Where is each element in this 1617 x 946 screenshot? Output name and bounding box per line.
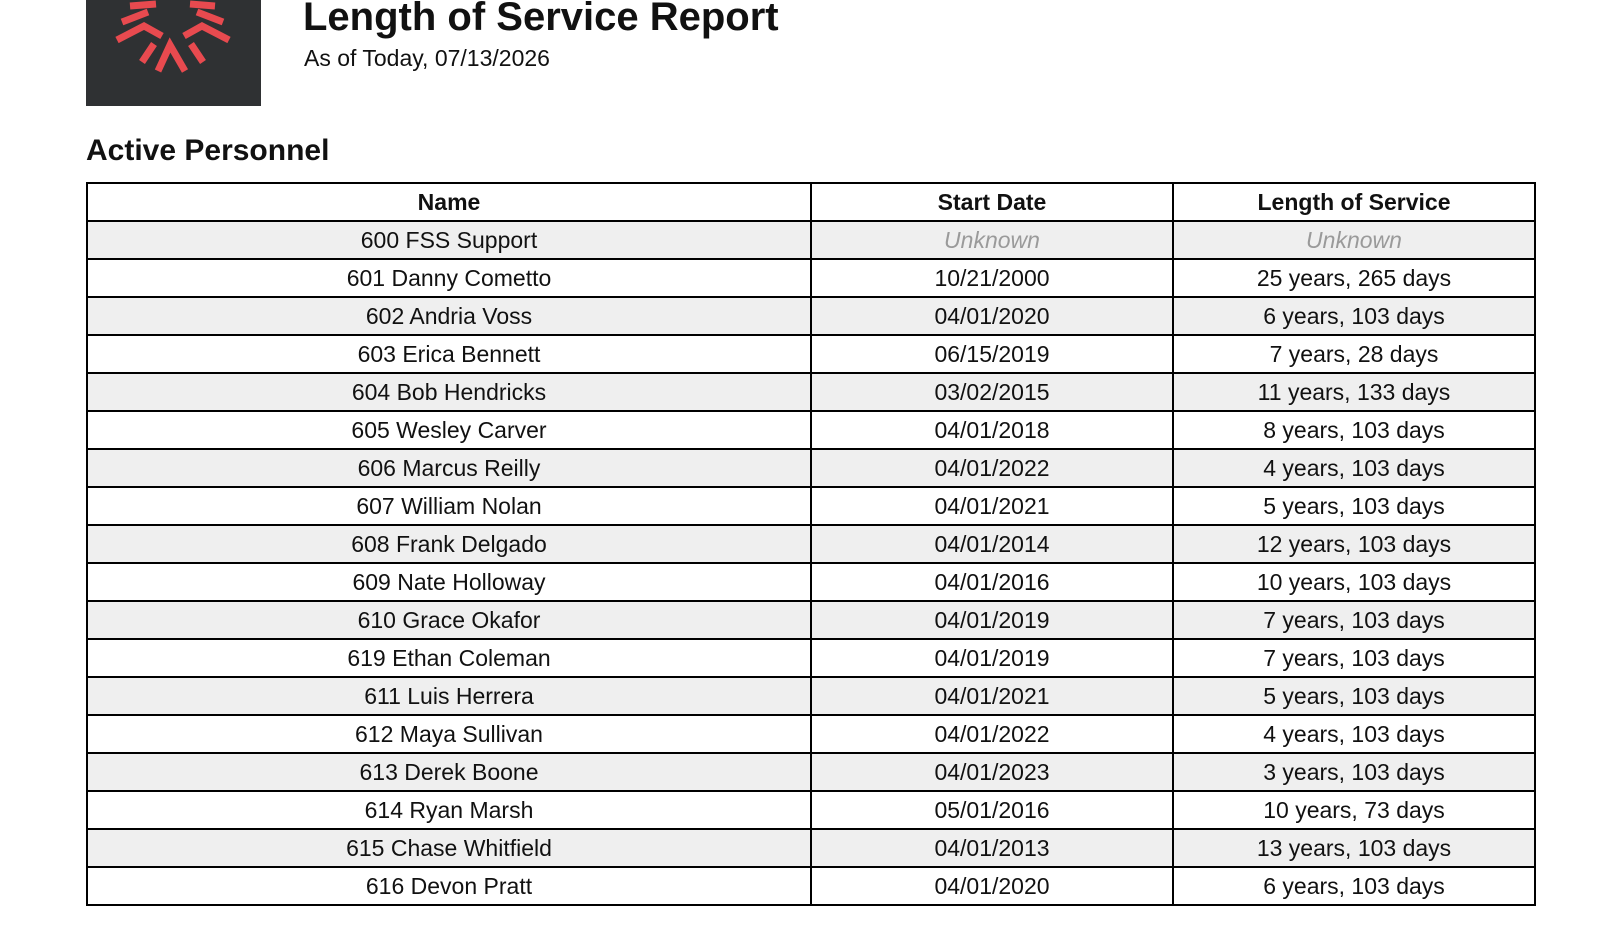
name-cell: 606 Marcus Reilly bbox=[87, 449, 811, 487]
report-date: As of Today, 07/13/2026 bbox=[304, 45, 550, 71]
name-cell: 604 Bob Hendricks bbox=[87, 373, 811, 411]
name-cell: 605 Wesley Carver bbox=[87, 411, 811, 449]
start-date-cell: 04/01/2019 bbox=[811, 639, 1173, 677]
length-of-service-cell: 8 years, 103 days bbox=[1173, 411, 1535, 449]
table-row bbox=[87, 487, 1535, 525]
table-row bbox=[87, 829, 1535, 867]
start-date-cell: 04/01/2021 bbox=[811, 487, 1173, 525]
length-of-service-cell: 7 years, 103 days bbox=[1173, 601, 1535, 639]
name-cell: 608 Frank Delgado bbox=[87, 525, 811, 563]
start-date-cell: 05/01/2016 bbox=[811, 791, 1173, 829]
name-cell: 600 FSS Support bbox=[87, 221, 811, 259]
table-row bbox=[87, 753, 1535, 791]
table-row bbox=[87, 639, 1535, 677]
length-of-service-cell: 7 years, 28 days bbox=[1173, 335, 1535, 373]
length-of-service-cell: 3 years, 103 days bbox=[1173, 753, 1535, 791]
length-of-service-cell: 12 years, 103 days bbox=[1173, 525, 1535, 563]
name-cell: 602 Andria Voss bbox=[87, 297, 811, 335]
length-of-service-cell: 6 years, 103 days bbox=[1173, 297, 1535, 335]
start-date-cell: Unknown bbox=[811, 221, 1173, 259]
length-of-service-cell: 4 years, 103 days bbox=[1173, 449, 1535, 487]
start-date-cell: 04/01/2020 bbox=[811, 867, 1173, 905]
table-row bbox=[87, 601, 1535, 639]
start-date-cell: 04/01/2020 bbox=[811, 297, 1173, 335]
report-title: Length of Service Report bbox=[303, 0, 779, 39]
starburst-logo-icon bbox=[86, 0, 261, 106]
company-logo bbox=[86, 0, 261, 106]
length-of-service-table bbox=[86, 182, 1536, 906]
table-row bbox=[87, 259, 1535, 297]
column-header-start-date: Start Date bbox=[811, 183, 1173, 221]
length-of-service-cell: 11 years, 133 days bbox=[1173, 373, 1535, 411]
table-row bbox=[87, 563, 1535, 601]
table-row bbox=[87, 221, 1535, 259]
start-date-cell: 04/01/2014 bbox=[811, 525, 1173, 563]
name-cell: 614 Ryan Marsh bbox=[87, 791, 811, 829]
name-cell: 611 Luis Herrera bbox=[87, 677, 811, 715]
section-title-active-personnel: Active Personnel bbox=[86, 134, 330, 167]
start-date-cell: 03/02/2015 bbox=[811, 373, 1173, 411]
length-of-service-cell: 25 years, 265 days bbox=[1173, 259, 1535, 297]
table-row bbox=[87, 867, 1535, 905]
start-date-cell: 04/01/2018 bbox=[811, 411, 1173, 449]
start-date-cell: 10/21/2000 bbox=[811, 259, 1173, 297]
table-row bbox=[87, 791, 1535, 829]
table-row bbox=[87, 335, 1535, 373]
name-cell: 613 Derek Boone bbox=[87, 753, 811, 791]
table-row bbox=[87, 373, 1535, 411]
name-cell: 607 William Nolan bbox=[87, 487, 811, 525]
name-cell: 616 Devon Pratt bbox=[87, 867, 811, 905]
length-of-service-cell: 7 years, 103 days bbox=[1173, 639, 1535, 677]
length-of-service-cell: 13 years, 103 days bbox=[1173, 829, 1535, 867]
table-row bbox=[87, 525, 1535, 563]
start-date-cell: 04/01/2023 bbox=[811, 753, 1173, 791]
start-date-cell: 04/01/2022 bbox=[811, 715, 1173, 753]
table-row bbox=[87, 411, 1535, 449]
length-of-service-cell: 10 years, 73 days bbox=[1173, 791, 1535, 829]
length-of-service-cell: 5 years, 103 days bbox=[1173, 677, 1535, 715]
length-of-service-cell: 10 years, 103 days bbox=[1173, 563, 1535, 601]
start-date-cell: 04/01/2022 bbox=[811, 449, 1173, 487]
name-cell: 609 Nate Holloway bbox=[87, 563, 811, 601]
start-date-cell: 04/01/2016 bbox=[811, 563, 1173, 601]
table-body bbox=[87, 221, 1535, 905]
table-header-row bbox=[87, 183, 1535, 221]
table-row bbox=[87, 449, 1535, 487]
start-date-cell: 06/15/2019 bbox=[811, 335, 1173, 373]
start-date-cell: 04/01/2013 bbox=[811, 829, 1173, 867]
length-of-service-cell: Unknown bbox=[1173, 221, 1535, 259]
table-row bbox=[87, 677, 1535, 715]
length-of-service-cell: 5 years, 103 days bbox=[1173, 487, 1535, 525]
column-header-length-of-service: Length of Service bbox=[1173, 183, 1535, 221]
name-cell: 615 Chase Whitfield bbox=[87, 829, 811, 867]
length-of-service-cell: 4 years, 103 days bbox=[1173, 715, 1535, 753]
table-row bbox=[87, 297, 1535, 335]
name-cell: 601 Danny Cometto bbox=[87, 259, 811, 297]
length-of-service-cell: 6 years, 103 days bbox=[1173, 867, 1535, 905]
column-header-name: Name bbox=[87, 183, 811, 221]
start-date-cell: 04/01/2019 bbox=[811, 601, 1173, 639]
name-cell: 612 Maya Sullivan bbox=[87, 715, 811, 753]
name-cell: 619 Ethan Coleman bbox=[87, 639, 811, 677]
name-cell: 610 Grace Okafor bbox=[87, 601, 811, 639]
start-date-cell: 04/01/2021 bbox=[811, 677, 1173, 715]
name-cell: 603 Erica Bennett bbox=[87, 335, 811, 373]
table-row bbox=[87, 715, 1535, 753]
